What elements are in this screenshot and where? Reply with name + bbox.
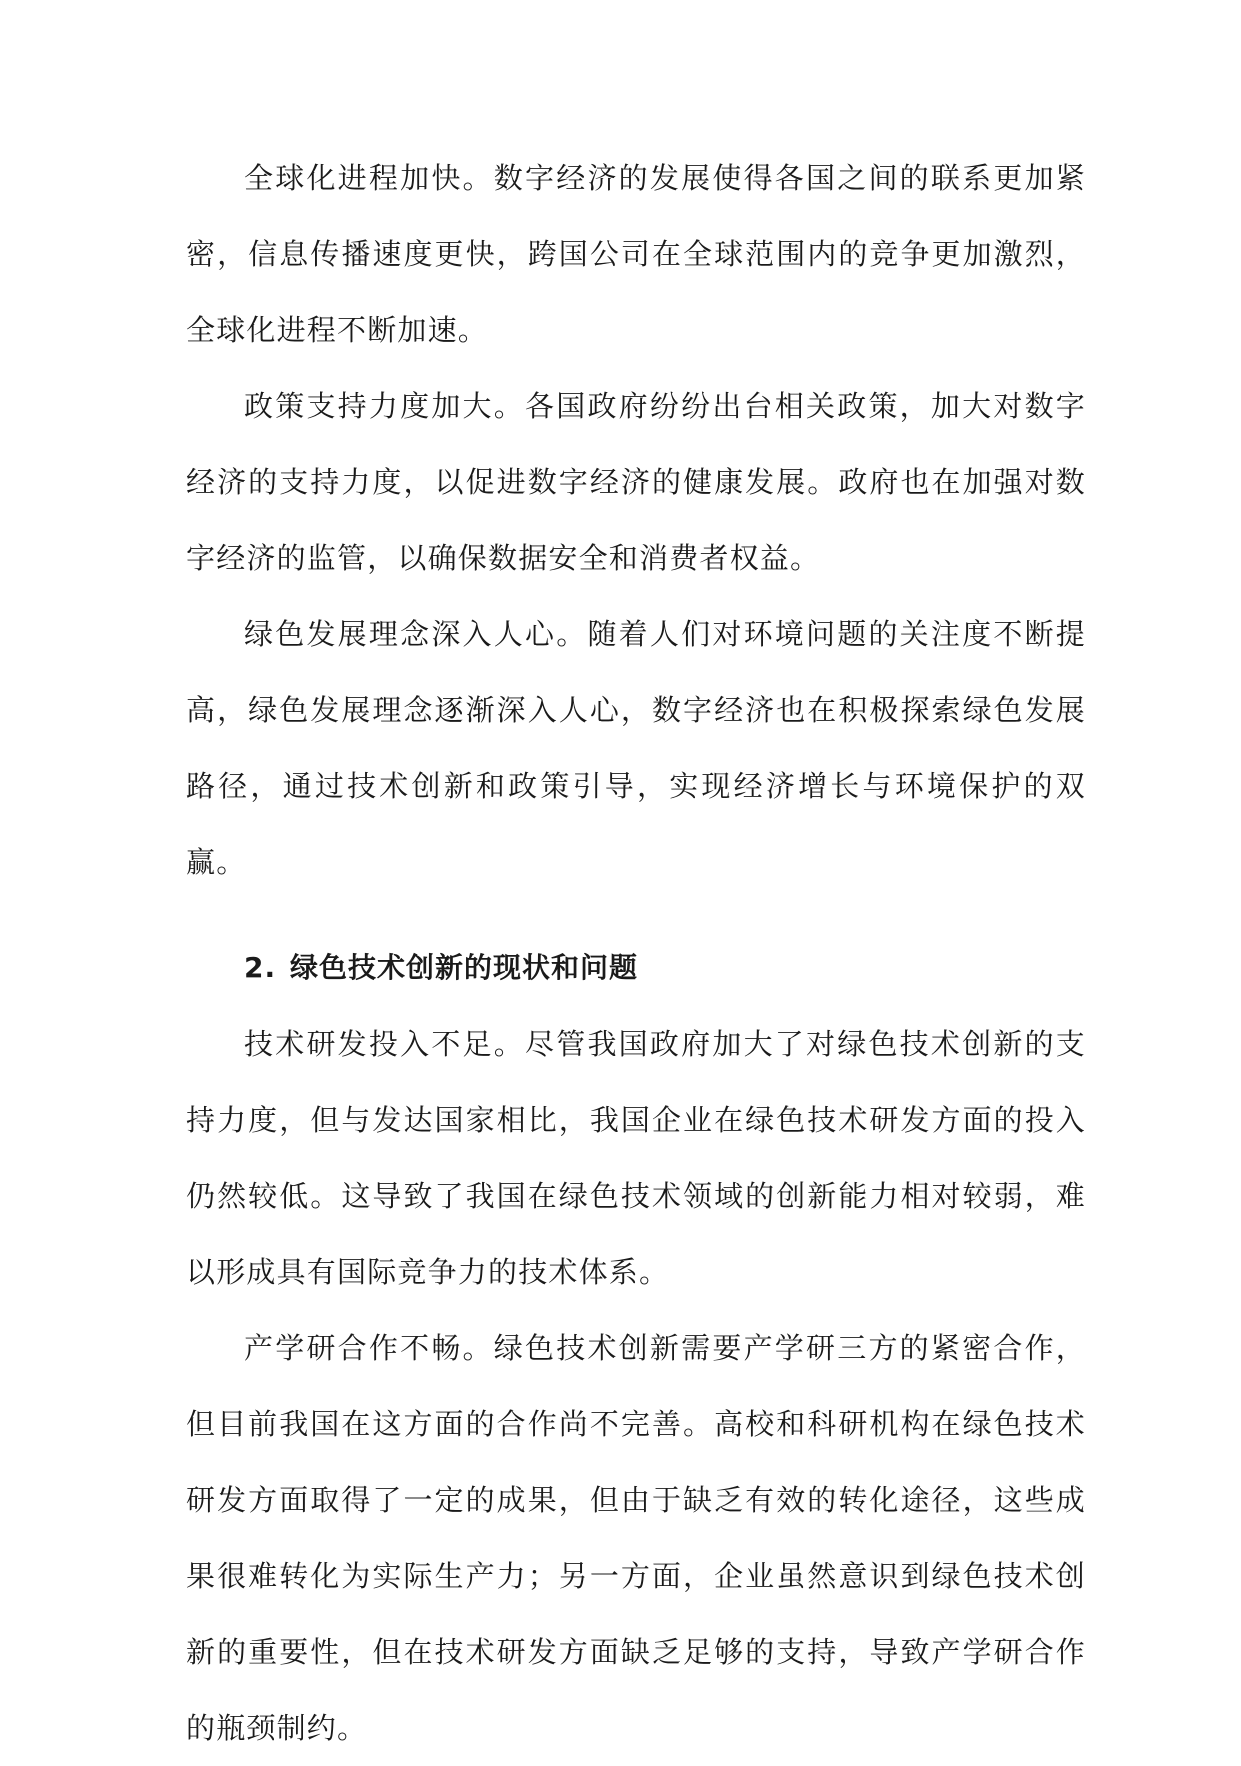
document-body [186,140,1086,1766]
section-title: 绿色技术创新的现状和问题 [290,951,639,984]
paragraph-industry-academia: 产学研合作不畅。绿色技术创新需要产学研三方的紧密合作，但目前我国在这方面的合作尚不完善。高校和科研机构在绿色技术研发方面取得了一定的成果，但由于缺乏有效的转化途径，这些成果很难转化为实际生产力；另一方面，企业虽然意识到绿色技术创新的重要性，但在技术研发方面缺乏足够的支持，导致产学研合作的瓶颈制约。 [186,1331,1086,1745]
paragraph-globalization: 全球化进程加快。数字经济的发展使得各国之间的联系更加紧密，信息传播速度更快，跨国公司在全球范围内的竞争更加激烈，全球化进程不断加速。 [186,161,1086,347]
paragraph-policy-support: 政策支持力度加大。各国政府纷纷出台相关政策，加大对数字经济的支持力度，以促进数字经济的健康发展。政府也在加强对数字经济的监管，以确保数据安全和消费者权益。 [186,389,1086,575]
section-spacer [186,900,1086,930]
paragraph-rd-investment: 技术研发投入不足。尽管我国政府加大了对绿色技术创新的支持力度，但与发达国家相比，我国企业在绿色技术研发方面的投入仍然较低。这导致了我国在绿色技术领域的创新能力相对较弱，难以形成具有国际竞争力的技术体系。 [186,1027,1086,1289]
section-heading [186,930,1086,1006]
paragraph-green-development: 绿色发展理念深入人心。随着人们对环境问题的关注度不断提高，绿色发展理念逐渐深入人心，数字经济也在积极探索绿色发展路径，通过技术创新和政策引导，实现经济增长与环境保护的双赢。 [186,617,1086,879]
section-number: 2. [244,951,277,984]
